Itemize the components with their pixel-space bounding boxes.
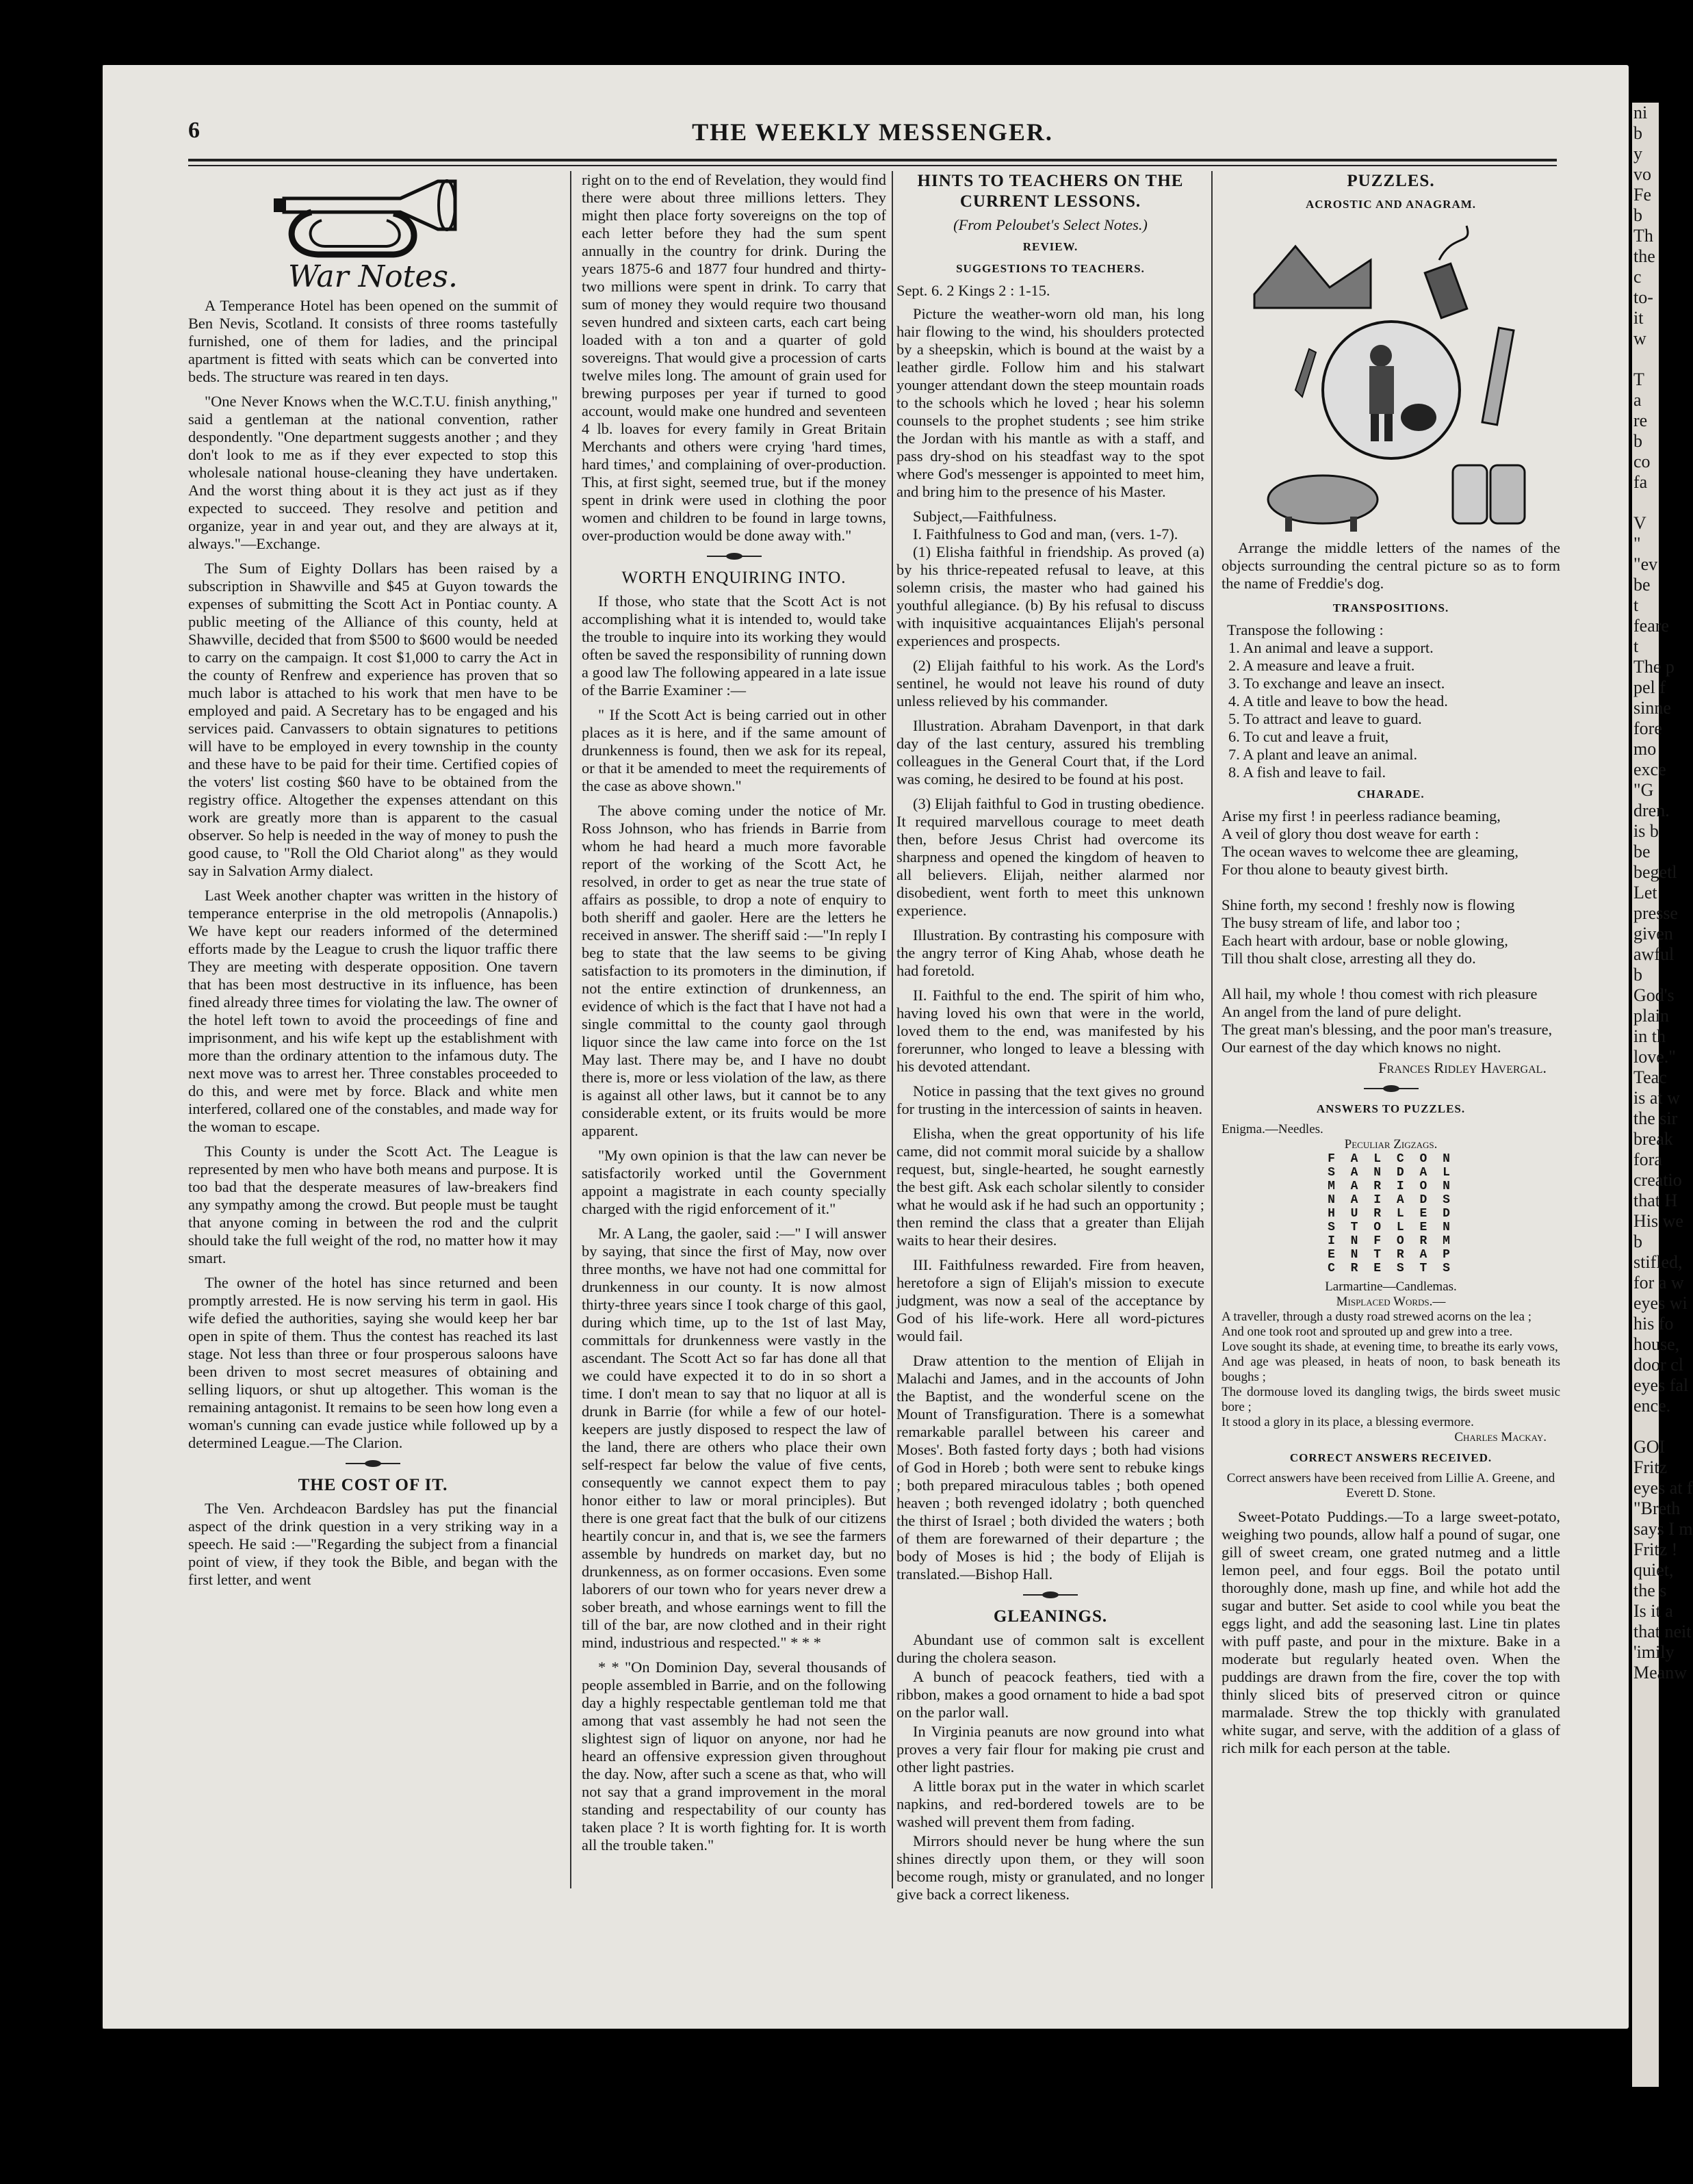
- adjacent-page-fragment: [1632, 493, 1659, 513]
- puzzle-illustration: [1248, 219, 1535, 534]
- newspaper-title: THE WEEKLY MESSENGER.: [692, 118, 1053, 146]
- article-paragraph: II. Faithful to the end. The spirit of him who, having loved his own that were in the world, loved them to the end, was manifested by his forerunner, who longed to leave a blessing with his devoted attendant.: [896, 987, 1204, 1075]
- column-war-notes: [188, 171, 558, 1596]
- misplaced-line: The dormouse loved its dangling twigs, the birds sweet music bore ;: [1222, 1385, 1560, 1414]
- adjacent-page-fragment: fore: [1633, 718, 1662, 738]
- adjacent-page-fragment: Fritz !: [1633, 1539, 1678, 1559]
- adjacent-page-fragment: given: [1633, 924, 1673, 944]
- charade-line: Our earnest of the day which knows no night.: [1222, 1039, 1501, 1056]
- adjacent-page-fragment: be: [1633, 575, 1651, 595]
- adjacent-page-fragment: Let: [1633, 883, 1657, 902]
- column-cost-and-enquiry: [582, 171, 886, 1861]
- zigzag-row: E N T R A P: [1328, 1248, 1454, 1262]
- puzzle-instructions: Arrange the middle letters of the names of the objects surrounding the central picture so as to form the name of Freddie's dog.: [1222, 539, 1560, 592]
- section-heading: THE COST OF IT.: [298, 1476, 448, 1494]
- adjacent-page-fragment: it: [1633, 308, 1644, 328]
- adjacent-page-edge: [1632, 103, 1693, 2087]
- article-paragraph: III. Faithfulness rewarded. Fire from heaven, heretofore a sign of Elijah's mission to execute judgment, was now a seal of the acceptance by God of his life-work. Here all word-pictures would fail.: [896, 1256, 1204, 1344]
- charade-poem: [1222, 807, 1560, 1056]
- adjacent-page-fragment: house,: [1633, 1334, 1680, 1354]
- adjacent-page-fragment: is b: [1633, 821, 1659, 841]
- adjacent-page-fragment: dren.: [1633, 801, 1670, 820]
- column-divider: [570, 171, 571, 1888]
- ornament-divider: [1364, 1084, 1419, 1093]
- subheading: CHARADE.: [1357, 788, 1425, 801]
- misplaced-line: A traveller, through a dusty road strewed acorns on the lea ;: [1222, 1310, 1532, 1324]
- adjacent-page-fragment: the s: [1633, 1581, 1667, 1600]
- adjacent-page-fragment: to-: [1633, 287, 1653, 307]
- section-heading: WORTH ENQUIRING INTO.: [621, 569, 847, 587]
- article-paragraph: Last Week another chapter was written in the history of temperance enterprise in the old metropolis (Annapolis.) We have kept our readers informed of the determined efforts made by the League to crush the liquor traffic there They are meeting with desperate opposition. One tavern that has been most destructive in its influence, has been fined already three times for violating the law. The owner of the hotel left town to avoid the proceedings of fine and imprisonment, and his wife kept up the establishment with more than the ordinary attention to the infamous duty. The next move was to arrest her. Three constables proceeded to do this, and were met by force. Black and white men interfered, collared one of the constables, and made way for the woman to escape.: [188, 887, 558, 1135]
- transposition-item: 4. A title and leave to bow the head.: [1228, 692, 1448, 710]
- column-divider: [892, 171, 893, 1888]
- adjacent-page-fragment: "Breth: [1633, 1498, 1681, 1518]
- article-paragraph: Notice in passing that the text gives no ground for trusting in the intercession of saints in heaven.: [896, 1082, 1204, 1117]
- adjacent-page-fragment: awful: [1633, 944, 1675, 964]
- adjacent-page-fragment: be: [1633, 842, 1651, 861]
- page-header: [188, 118, 1557, 145]
- adjacent-page-fragment: break: [1633, 1129, 1673, 1149]
- adjacent-page-fragment: T: [1633, 369, 1644, 389]
- transposition-item: 3. To exchange and leave an insect.: [1228, 675, 1445, 692]
- adjacent-page-fragment: for a w: [1633, 1273, 1684, 1292]
- adjacent-page-fragment: quiet,: [1633, 1560, 1674, 1580]
- charade-line: For thou alone to beauty givest birth.: [1222, 861, 1449, 878]
- ornament-divider: [346, 1459, 400, 1468]
- adjacent-page-fragment: c: [1633, 267, 1642, 287]
- article-paragraph: A Temperance Hotel has been opened on the summit of Ben Nevis, Scotland. It consists of three rooms tastefully furnished, one of them for ladies, and the principal apartment is fitted with seats which can be converted into beds. The structure was reared in ten days.: [188, 297, 558, 385]
- adjacent-page-fragment: eyes at f: [1633, 1478, 1693, 1498]
- adjacent-page-fragment: ence.: [1633, 1396, 1671, 1416]
- adjacent-page-fragment: "ev: [1633, 554, 1658, 574]
- adjacent-page-fragment: fa: [1633, 472, 1648, 492]
- adjacent-page-fragment: presse: [1633, 903, 1678, 923]
- section-heading: HINTS TO TEACHERS ON THE CURRENT LESSONS.: [917, 172, 1184, 211]
- zigzag-row: F A L C O N: [1328, 1152, 1454, 1166]
- zigzag-answer: Larmartine—Candlemas.: [1325, 1279, 1457, 1294]
- adjacent-page-fragment: Fritz: [1633, 1457, 1668, 1477]
- adjacent-page-fragment: that neit: [1633, 1622, 1692, 1641]
- adjacent-page-fragment: Is it a: [1633, 1601, 1673, 1621]
- adjacent-page-fragment: GOI: [1633, 1437, 1666, 1457]
- adjacent-page-fragment: t: [1633, 636, 1639, 656]
- misplaced-line: And one took root and sprouted up and grew into a tree.: [1222, 1325, 1513, 1339]
- charade-line: [1222, 879, 1560, 896]
- article-paragraph: The Sum of Eighty Dollars has been raised by a subscription in Shawville and $45 at Guyon towards the expenses of submitting the Scott Act in Pontiac county. A public meeting of the Alliance of this county, held at Shawville, decided that from $500 to $600 would be needed to carry on the campaign. It cost $1,000 to carry the Act in the county of Renfrew and experience has proven that so much labor is attached to his work that men have to be employed and paid. A Secretary has to be engaged and his services paid. Canvassers to obtain signatures to petitions will have to be employed in every township in the county and these have to be paid for their time. Certified copies of the voters' list costing $60 have to be obtained from the registry office. Altogether the expenses attendant on this work are greatly more than is apparent to the casual observer. So help is needed in the way of money to push the good cause, to "Roll the Old Chariot along" as they would say in Salvation Army dialect.: [188, 560, 558, 879]
- zigzag-row: M A R I O N: [1328, 1180, 1454, 1193]
- subheading: TRANSPOSITIONS.: [1332, 601, 1449, 614]
- adjacent-page-fragment: The p: [1633, 657, 1675, 677]
- article-paragraph: I. Faithfulness to God and man, (vers. 1-7).: [913, 525, 1178, 543]
- article-paragraph: right on to the end of Revelation, they would find there were about three millions letters. They might then place forty sovereigns on the top of each letter before they had the sum spent annually in the country for drink. During the years 1875-6 and 1877 four hundred and thirty-two millions were spent in drink. To carry that sum of money they would require two thousand seven hundred and sixteen carts, each cart being loaded with a ton and a quarter of gold sovereigns. That would give a procession of carts twelve miles long. The amount of grain used for brewing purposes per year if turned to good account, would make one hundred and seventeen 4 lb. loaves for every family in Great Britain Merchants and others were crying 'hard times, hard times,' and complaining of over-production. This, at first sight, seemed true, but if the money spent in drink were used in clothing the poor women and children to be found in large towns, over-production would be done away with.": [582, 171, 886, 544]
- header-rule-thin: [188, 165, 1557, 166]
- transposition-item: 2. A measure and leave a fruit.: [1228, 657, 1415, 674]
- adjacent-page-fragment: 'imily: [1633, 1642, 1675, 1662]
- subheading: CORRECT ANSWERS RECEIVED.: [1289, 1451, 1492, 1464]
- transposition-item: 7. A plant and leave an animal.: [1228, 746, 1418, 763]
- adjacent-page-fragment: w: [1633, 328, 1646, 348]
- transposition-item: 6. To cut and leave a fruit,: [1228, 728, 1389, 745]
- adjacent-page-fragment: God's: [1633, 985, 1675, 1005]
- adjacent-page-fragment: eyes fal: [1633, 1375, 1689, 1395]
- subheading: ACROSTIC AND ANAGRAM.: [1305, 198, 1477, 211]
- adjacent-page-fragment: b: [1633, 1232, 1642, 1251]
- article-paragraph: (1) Elisha faithful in friendship. As proved (a) by his thrice-repeated refusal to leave, at this solemn crisis, the master who had gained his youthful allegiance. (b) By his refusal to discuss with inquisitive acquaintances Elijah's personal experiences and prospects.: [896, 543, 1204, 649]
- zigzag-heading: Peculiar Zigzags.: [1344, 1137, 1438, 1152]
- adjacent-page-fragment: eyes wi: [1633, 1293, 1688, 1313]
- adjacent-page-fragment: t: [1633, 595, 1639, 615]
- adjacent-page-fragment: creatio: [1633, 1170, 1682, 1190]
- adjacent-page-fragment: begetl: [1633, 862, 1677, 882]
- article-paragraph: "My own opinion is that the law can never be satisfactorily worked until the Government appoint a magistrate in each county specially charged with the rigid enforcement of it.": [582, 1147, 886, 1217]
- adjacent-page-fragment: ni: [1633, 103, 1648, 122]
- column-divider: [1211, 171, 1213, 1888]
- adjacent-page-fragment: feare: [1633, 616, 1669, 636]
- transposition-item: 5. To attract and leave to guard.: [1228, 710, 1422, 727]
- war-notes-heading: War Notes.: [288, 259, 458, 294]
- zigzag-row: I N F O R M: [1328, 1234, 1454, 1248]
- adjacent-page-fragment: y: [1633, 144, 1642, 164]
- adjacent-page-fragment: b: [1633, 965, 1642, 985]
- gleaning-item: Mirrors should never be hung where the sun shines directly upon them, or they will soon become rough, misty or granulated, and no longer give back a correct likeness.: [896, 1832, 1204, 1903]
- article-paragraph: Elisha, when the great opportunity of his life came, did not commit moral suicide by a shallow request, but, single-hearted, he sought earnestly the best gift. Ask each scholar silently to consider what he would ask if he had such an opportunity ; then remind the class that a greater than Elijah waits to hear their desires.: [896, 1125, 1204, 1249]
- adjacent-page-fragment: b: [1633, 205, 1642, 225]
- adjacent-page-fragment: [1632, 1416, 1659, 1437]
- correct-answers-note: Correct answers have been received from Lillie A. Greene, and Everett D. Stone.: [1226, 1471, 1555, 1500]
- adjacent-page-fragment: fora: [1633, 1149, 1662, 1169]
- section-heading: PUZZLES.: [1347, 172, 1435, 190]
- zigzag-row: N A I A D S: [1328, 1193, 1454, 1207]
- adjacent-page-fragment: stifled,: [1633, 1252, 1683, 1272]
- article-paragraph: Picture the weather-worn old man, his long hair flowing to the wind, his shoulders protected by a sheepskin, which is bound at the waist by a leather girdle. Follow him and his stalwart younger attendant down the steep mountain roads to the schools which he loved ; hear his solemn counsels to the prophet students ; see him strike the Jordan with his mantle as with a staff, and pass dry-shod on his steadfast way to the spot where God's messenger is appointed to meet him, and bring him to the presence of his Master.: [896, 305, 1204, 500]
- adjacent-page-fragment: door cl: [1633, 1355, 1683, 1375]
- subheading: REVIEW.: [1022, 240, 1078, 253]
- adjacent-page-fragment: that H: [1633, 1191, 1678, 1210]
- article-paragraph: Illustration. By contrasting his composure with the angry terror of King Ahab, whose death he had foretold.: [896, 926, 1204, 979]
- adjacent-page-fragment: exce: [1633, 759, 1666, 779]
- charade-line: An angel from the land of pure delight.: [1222, 1003, 1462, 1020]
- poem-author: Charles Mackay.: [1454, 1430, 1547, 1444]
- adjacent-page-fragment: vo: [1633, 164, 1651, 184]
- article-paragraph: The owner of the hotel has since returned and been promptly arrested. He is now serving his term in gaol. His wife defied the authorities, saying she would keep her bar open in spite of them. Thus the contest has reached its last stage. Not less than three or four prosperous saloons have been driven to most secret measures of obtaining and selling liquors, or shut up altogether. This woman is the remaining antagonist. It remains to be seen how long even a woman's cunning can evade justice while followed up by a determined League.—The Clarion.: [188, 1274, 558, 1451]
- zigzag-grid: [1222, 1152, 1560, 1275]
- scripture-reference: Sept. 6. 2 Kings 2 : 1-15.: [896, 282, 1050, 299]
- transpositions-list: [1222, 639, 1560, 781]
- adjacent-page-fragment: ": [1633, 534, 1641, 554]
- misplaced-heading: Misplaced Words.—: [1336, 1295, 1446, 1309]
- article-paragraph: Subject,—Faithfulness.: [913, 508, 1057, 525]
- transposition-item: 8. A fish and leave to fail.: [1228, 764, 1386, 781]
- page-number: 6: [188, 118, 200, 143]
- adjacent-page-fragment: [1632, 349, 1659, 369]
- charade-line: Arise my first ! in peerless radiance beaming,: [1222, 807, 1501, 824]
- charade-line: [1222, 967, 1560, 985]
- article-paragraph: * * "On Dominion Day, several thousands of people assembled in Barrie, and on the following day a highly respectable gentleman told me that among that vast assembly he had not seen the slightest sign of liquor on anyone, nor had he heard an offensive expression given throughout the day. Now, after such a scene as that, who will not say that a grand improvement in the moral standing and respectability of our county has taken place ? It is worth fighting for. It is worth all the trouble taken.": [582, 1659, 886, 1854]
- adjacent-page-fragment: Th: [1633, 226, 1653, 246]
- adjacent-page-fragment: b: [1633, 123, 1642, 143]
- charade-line: Each heart with ardour, base or noble glowing,: [1222, 932, 1508, 949]
- adjacent-page-fragment: pel f: [1633, 677, 1666, 697]
- enigma-answer: Enigma.—Needles.: [1222, 1122, 1323, 1136]
- charade-line: The great man's blessing, and the poor man's treasure,: [1222, 1021, 1553, 1038]
- charade-line: Shine forth, my second ! freshly now is flowing: [1222, 896, 1515, 913]
- article-paragraph: (3) Elijah faithful to God in trusting obedience. It required marvellous courage to meet death then, before Jesus Christ had overcome its sharpness and opened the kingdom of heaven to all believers. Elijah, neither alarmed nor disobedient, went forth to meet this unknown experience.: [896, 795, 1204, 919]
- gleaning-item: In Virginia peanuts are now ground into what proves a very fair flour for making pie crust and other light pastries.: [896, 1723, 1204, 1776]
- article-paragraph: " If the Scott Act is being carried out in other places as it is here, and if the same amount of drunkenness is found, then we ask for its repeal, or that it be amended to meet the requirements of the case as above shown.": [582, 706, 886, 794]
- article-paragraph: The Ven. Archdeacon Bardsley has put the financial aspect of the drink question in a very striking way in a speech. He said :—"Regarding the subject from a financial point of view, if they took the Bible, and began with the first letter, and went: [188, 1500, 558, 1588]
- zigzag-row: S A N D A L: [1328, 1166, 1454, 1180]
- adjacent-page-fragment: love.": [1633, 1047, 1676, 1067]
- adjacent-page-fragment: Meanw: [1633, 1663, 1687, 1682]
- ornament-divider: [707, 551, 762, 561]
- charade-line: Till thou shalt close, arresting all they do.: [1222, 950, 1476, 967]
- charade-line: All hail, my whole ! thou comest with rich pleasure: [1222, 985, 1538, 1002]
- adjacent-page-fragment: is at w: [1633, 1088, 1680, 1108]
- adjacent-page-fragment: Fe: [1633, 185, 1651, 205]
- zigzag-row: S T O L E N: [1328, 1221, 1454, 1234]
- adjacent-page-fragment: says I m: [1633, 1519, 1693, 1539]
- zigzag-row: C R E S T S: [1328, 1262, 1454, 1275]
- column-puzzles: [1222, 171, 1560, 1764]
- misplaced-line: It stood a glory in its place, a blessing evermore.: [1222, 1415, 1474, 1429]
- gleaning-item: Abundant use of common salt is excellent during the cholera season.: [896, 1631, 1204, 1666]
- article-paragraph: Mr. A Lang, the gaoler, said :—" I will answer by saying, that since the first of May, now over three months, we have not had one committal for drunkenness in our county. It is now almost thirty-three years since I took charge of this gaol, during which time, up to the 1st of last May, committals for drunkenness were vastly in the ascendant. The Scott Act so far has done all that we could have expected it to do in so short a time. I don't mean to say that no liquor at all is drunk in Barrie (for while a few of our hotel-keepers are justly disposed to respect the law of the land, there are others who place their own self-respect far below the value of five cents, consequently we cannot expect them to pay honor either to law or moral principles). But there is one great fact that the bulk of our citizens heartily concur in, and that is, we see the farmers assemble by hundreds on market day, but no drunkenness, as on former occasions. Even some laborers of our town who for years never drew a sober breath, and whose earnings went to fill the till of the bar, are now clothed and in their right mind, industrious and respected." * * *: [582, 1225, 886, 1651]
- adjacent-page-fragment: b: [1633, 431, 1642, 451]
- misplaced-line: And age was pleased, in heats of noon, to bask beneath its boughs ;: [1222, 1355, 1560, 1384]
- adjacent-page-fragment: the: [1633, 246, 1655, 266]
- charade-line: The ocean waves to welcome thee are gleaming,: [1222, 843, 1518, 860]
- gleaning-item: A bunch of peacock feathers, tied with a ribbon, makes a good ornament to hide a bad spot on the parlor wall.: [896, 1668, 1204, 1721]
- column-hints-to-teachers: [896, 171, 1204, 1910]
- gleaning-item: A little borax put in the water in which scarlet napkins, and red-bordered towels are to be washed will prevent them from fading.: [896, 1778, 1204, 1830]
- adjacent-page-fragment: plain: [1633, 1006, 1669, 1026]
- adjacent-page-fragment: "G: [1633, 780, 1654, 800]
- adjacent-page-fragment: co: [1633, 452, 1651, 471]
- article-paragraph: "One Never Knows when the W.C.T.U. finish anything," said a gentleman at the national convention, rather despondently. "One department suggests another ; and they don't look to me as if they ever expected to stop this wholesale national house-cleaning they have undertaken. And the worst thing about it is they act just as if they expected to succeed. They resolve and petition and organize, year in and year out, and they are always at it, always."—Exchange.: [188, 393, 558, 552]
- bugle-icon: [270, 178, 476, 267]
- article-paragraph: If those, who state that the Scott Act is not accomplishing what it is intended to, would take the trouble to inquire into its working they would often be saved the responsibility of running down a good law The following appeared in a late issue of the Barrie Examiner :—: [582, 593, 886, 699]
- subheading: SUGGESTIONS TO TEACHERS.: [956, 262, 1145, 275]
- article-paragraph: Illustration. Abraham Davenport, in that dark day of the last century, assured his trembling colleagues in the General Court that, if the Lord was coming, he desired to be found at his post.: [896, 717, 1204, 788]
- adjacent-page-fragment: mo: [1633, 739, 1657, 759]
- recipe-paragraph: Sweet-Potato Puddings.—To a large sweet-potato, weighing two pounds, allow half a pound of sugar, one gill of sweet cream, one grated nutmeg and a little lemon peel, and four eggs. Boil the potato until thoroughly done, mash up fine, and while hot add the sugar and butter. Set aside to cool while you beat the eggs light, and add the seasoning last. Line tin plates with puff paste, and pour in the mixture. Bake in a moderate but regularly heated oven. When the puddings are drawn from the fire, cover the top with thinly sliced bits of preserved citron or quince marmalade. Strew the top thickly with granulated white sugar, and serve, with the addition of a glass of rich milk for each person at the table.: [1222, 1508, 1560, 1756]
- poem-author: Frances Ridley Havergal.: [1378, 1059, 1547, 1076]
- ornament-divider: [1023, 1590, 1078, 1600]
- charade-line: The busy stream of life, and labor too ;: [1222, 914, 1460, 931]
- adjacent-page-fragment: Teac: [1633, 1067, 1667, 1087]
- subheading: ANSWERS TO PUZZLES.: [1316, 1102, 1466, 1115]
- adjacent-page-fragment: the sir: [1633, 1108, 1678, 1128]
- adjacent-page-fragment: V: [1633, 513, 1646, 533]
- adjacent-page-fragment: in th: [1633, 1026, 1666, 1046]
- transpose-intro: Transpose the following :: [1227, 621, 1384, 638]
- source-note: (From Peloubet's Select Notes.): [953, 216, 1148, 233]
- article-paragraph: Draw attention to the mention of Elijah in Malachi and James, and in the accounts of John the Baptist, and the wonderful scene on the Mount of Transfiguration. There is a somewhat remarkable parallel between his career and Moses'. Both fasted forty days ; both had visions of God in Horeb ; both were sent to rebuke kings ; both prepared miraculous tables ; both opened heaven ; both revenged idolatry ; both quenched the thirst of Israel ; both divided the waters ; both of them are forewarned of their departure ; the body of Moses is hid ; the body of Elijah is translated.—Bishop Hall.: [896, 1352, 1204, 1583]
- transposition-item: 1. An animal and leave a support.: [1228, 639, 1434, 656]
- charade-line: A veil of glory thou dost weave for earth :: [1222, 825, 1479, 842]
- misplaced-line: Love sought its shade, at evening time, to breathe its early vows,: [1222, 1340, 1558, 1354]
- header-rule: [188, 159, 1557, 161]
- adjacent-page-fragment: a: [1633, 390, 1642, 410]
- article-paragraph: This County is under the Scott Act. The League is represented by men who have both means and purpose. It is too bad that the desperate measures of law-breakers find any sympathy among the crowd. But people must be taught that anyone coming in between the rod and the culprit should take the full weight of the rod, no matter how it may smart.: [188, 1143, 558, 1266]
- adjacent-page-fragment: sinne: [1633, 698, 1671, 718]
- adjacent-page-fragment: his fo: [1633, 1314, 1674, 1334]
- section-heading: GLEANINGS.: [993, 1607, 1108, 1626]
- misplaced-words-poem: [1222, 1310, 1560, 1430]
- adjacent-page-fragment: His we: [1633, 1211, 1683, 1231]
- zigzag-row: H U R L E D: [1328, 1207, 1454, 1221]
- article-paragraph: The above coming under the notice of Mr. Ross Johnson, who has friends in Barrie from whom he had heard a much more favorable report of the working of the Scott Act, he resolved, in order to get as near the true state of affairs as possible, to drop a note of enquiry to both sheriff and gaoler. Here are the letters he received in answer. The sheriff said :—"In reply I beg to state that the law seems to be giving satisfaction to its promoters in the diminution, if not the entire extinction of drunkenness, an evidence of which is the fact that I have not had a single committal to the county gaol through liquor since the law came into force on the 1st May last. There may be, and I have no doubt there is, more or less violation of the law, as there is against all other laws, but it cannot be to any considerable extent, or its fruits would be more apparent.: [582, 802, 886, 1139]
- article-paragraph: (2) Elijah faithful to his work. As the Lord's sentinel, he would not leave his round of duty unless relieved by his commander.: [896, 657, 1204, 710]
- adjacent-page-fragment: re: [1633, 411, 1648, 430]
